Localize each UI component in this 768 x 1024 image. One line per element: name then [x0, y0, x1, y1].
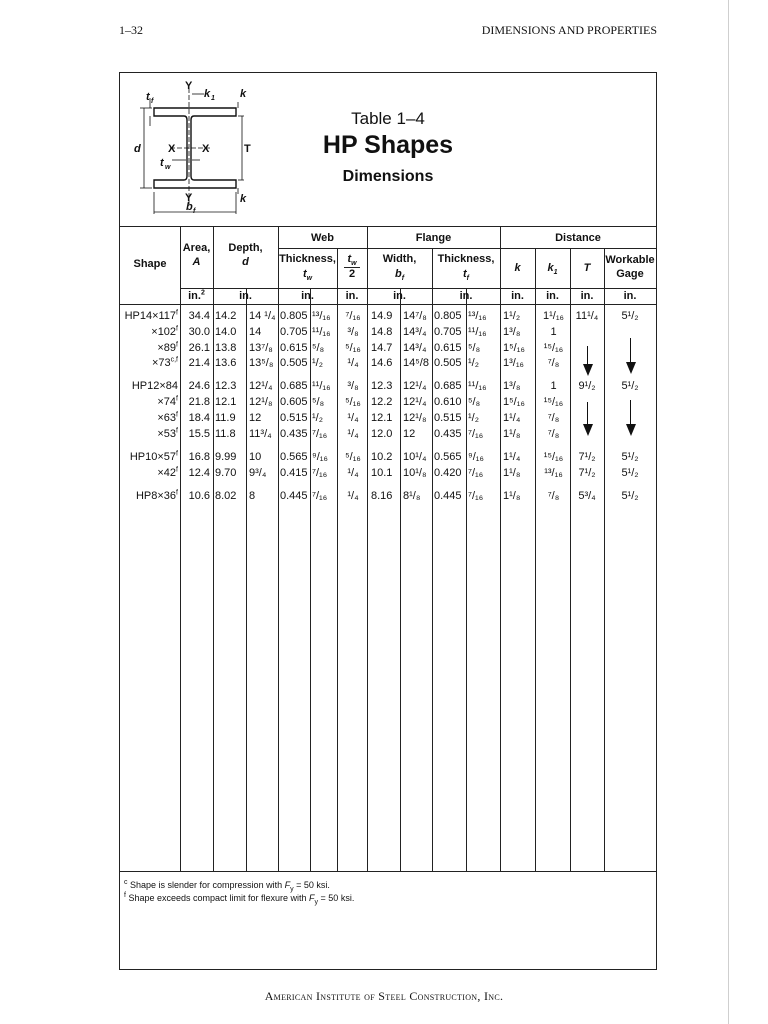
table-number: Table 1–4	[351, 109, 425, 128]
cell-tf-frac: ⁵/₈	[468, 396, 481, 408]
cell-d-frac: 11³/₄	[249, 428, 272, 440]
down-arrow-icon	[583, 364, 593, 376]
arrow-stem	[587, 402, 588, 426]
cell-T: 9¹/₂	[578, 380, 596, 392]
cell-bf-dec: 14.6	[371, 357, 393, 369]
tw-sub-label: w	[165, 164, 171, 171]
cell-k: 1¹/₄	[503, 412, 521, 424]
cell-tw-frac: ⁷/₁₆	[312, 490, 328, 502]
cell-bf-frac: 12¹/₄	[403, 380, 427, 392]
footnote-compact: $^f$ Shape exceeds compact limit for flexure with $F_y = 50$ ksi.	[124, 892, 355, 906]
cell-tf-dec: 0.515	[434, 412, 462, 424]
cell-tw2: ³/₈	[347, 380, 359, 392]
k-top-label: k	[240, 88, 247, 100]
header-half-tw-denominator: 2	[348, 268, 356, 280]
cell-tw2: ¹/₄	[347, 467, 359, 479]
cell-T: 5³/₄	[578, 490, 596, 502]
cell-T: 7¹/₂	[578, 451, 596, 463]
cell-k1: 1¹/₁₆	[543, 310, 564, 322]
cell-bf-dec: 12.3	[371, 380, 393, 392]
bf-sub-label: f	[193, 208, 196, 215]
shape-designation: $\times 89^f$	[157, 341, 178, 354]
hp-shape-diagram	[130, 80, 260, 220]
cell-d-frac: 12	[249, 412, 262, 424]
cell-bf-frac: 12¹/₄	[403, 396, 427, 408]
shape-designation: $\times 53^f$	[157, 427, 178, 440]
table-subtitle: Dimensions	[342, 168, 434, 185]
cell-d-dec: 14.2	[215, 310, 237, 322]
section-title: DIMENSIONS AND PROPERTIES	[481, 23, 657, 37]
cell-bf-frac: 14³/₄	[403, 326, 427, 338]
header-T: T	[583, 262, 591, 274]
cell-tf-dec: 0.445	[434, 490, 462, 502]
col-rule	[570, 248, 571, 871]
cell-gage: 5¹/₂	[621, 467, 639, 479]
footnote-slender: $^c$ Shape is slender for compression with $F_y = 50$ ksi.	[124, 879, 330, 893]
shape-designation: $HP8\times 36^f$	[135, 489, 178, 502]
down-arrow-icon	[583, 424, 593, 436]
header-k: k	[514, 262, 521, 274]
cell-tw2: ⁷/₁₆	[345, 310, 361, 322]
cell-tw-frac: ⁵/₈	[312, 396, 325, 408]
cell-d-dec: 9.70	[215, 467, 237, 479]
unit-flange-width: in.	[393, 290, 406, 302]
cell-tf-dec: 0.615	[434, 342, 462, 354]
cell-tw2: ¹/₄	[347, 357, 359, 369]
cell-tw2: ⁵/₁₆	[345, 342, 361, 354]
cell-area: 18.4	[188, 412, 210, 424]
header-web-thickness: Thickness,	[279, 253, 336, 265]
cell-k: 1⁵/₁₆	[503, 342, 525, 354]
cell-bf-dec: 14.9	[371, 310, 393, 322]
cell-tw-dec: 0.705	[280, 326, 308, 338]
unit-gage: in.	[623, 290, 637, 302]
unit-k1: in.	[546, 290, 559, 302]
cell-area: 34.4	[188, 310, 210, 322]
cell-tf-dec: 0.565	[434, 451, 462, 463]
header-depth-symbol: d	[242, 256, 249, 268]
cell-tw-frac: ¹¹/₁₆	[312, 380, 331, 392]
units-bottom-rule	[120, 304, 656, 305]
cell-d-dec: 13.6	[215, 357, 237, 369]
cell-tw-frac: ¹¹/₁₆	[312, 326, 331, 338]
cell-d-frac: 12¹/₈	[249, 396, 273, 408]
d-label: d	[134, 143, 141, 155]
cell-tf-frac: ¹/₂	[468, 357, 479, 369]
arrow-stem	[587, 346, 588, 366]
header-workable: Workable	[605, 254, 655, 266]
cell-gage: 5¹/₂	[621, 451, 639, 463]
col-rule	[310, 288, 311, 871]
down-arrow-icon	[626, 424, 636, 436]
cell-d-dec: 13.8	[215, 342, 237, 354]
cell-tw-dec: 0.685	[280, 380, 308, 392]
cell-tw2: ¹/₄	[347, 412, 359, 424]
cell-d-frac: 14	[249, 326, 262, 338]
cell-d-dec: 12.3	[215, 380, 237, 392]
cell-k1: ¹⁵/₁₆	[543, 451, 564, 463]
cell-bf-frac: 12¹/₈	[403, 412, 427, 424]
bf-label: b	[186, 201, 193, 213]
cell-tf-frac: ⁷/₁₆	[468, 428, 484, 440]
cell-d-dec: 11.8	[215, 428, 236, 440]
cell-tw2: ³/₈	[347, 326, 359, 338]
shape-designation: $\times 42^f$	[157, 466, 178, 479]
cell-tw2: ⁵/₁₆	[345, 396, 361, 408]
cell-gage: 5¹/₂	[621, 310, 639, 322]
cell-k1: ⁷/₈	[547, 428, 560, 440]
cell-tw-dec: 0.615	[280, 342, 308, 354]
header-depth: Depth,	[228, 242, 263, 254]
T-label: T	[244, 143, 251, 155]
header-half-tw-numerator: $t_w$	[347, 253, 357, 268]
col-rule	[337, 248, 338, 871]
cell-k: 1¹/₂	[503, 310, 521, 322]
group-flange: Flange	[415, 232, 452, 244]
tw-label: t	[160, 157, 164, 169]
cell-tf-dec: 0.805	[434, 310, 462, 322]
cell-tw2: ¹/₄	[347, 490, 359, 502]
header-flange-thickness-symbol: $t_f$	[462, 268, 469, 283]
cell-bf-dec: 8.16	[371, 490, 393, 502]
shape-designation: $\times 74^f$	[157, 395, 178, 408]
cell-tw-frac: ¹/₂	[312, 357, 323, 369]
cell-tf-frac: ⁷/₁₆	[468, 467, 484, 479]
title-divider	[120, 226, 656, 227]
header-k1: $k_1$	[547, 262, 558, 277]
cell-k1: ¹⁵/₁₆	[543, 342, 564, 354]
cell-bf-dec: 14.8	[371, 326, 393, 338]
cell-tw-frac: ⁷/₁₆	[312, 428, 328, 440]
cell-tf-frac: ⁵/₈	[468, 342, 481, 354]
unit-T: in.	[580, 290, 594, 302]
col-rule	[500, 226, 501, 871]
cell-tw2: ⁵/₁₆	[345, 451, 361, 463]
cell-tw-dec: 0.605	[280, 396, 308, 408]
header-area: Area,	[182, 242, 211, 254]
cell-bf-frac: 8¹/₈	[403, 490, 421, 502]
col-rule	[432, 248, 433, 871]
y-bottom-label: Y	[185, 192, 193, 204]
k-bottom-label: k	[240, 193, 247, 205]
cell-area: 24.6	[188, 380, 210, 392]
shape-designation: $\times 102^f$	[151, 325, 178, 338]
col-rule	[213, 226, 214, 871]
page-number: 1–32	[119, 23, 143, 37]
cell-bf-dec: 12.0	[371, 428, 393, 440]
cell-area: 26.1	[188, 342, 210, 354]
header-area-symbol: A	[192, 256, 201, 268]
shape-designation: HP12×84	[131, 380, 178, 392]
unit-flange-thickness: in.	[459, 290, 473, 302]
cell-bf-dec: 12.1	[371, 412, 393, 424]
cell-d-frac: 12¹/₄	[249, 380, 273, 392]
cell-bf-frac: 14⁵/8	[403, 357, 429, 369]
cell-bf-dec: 14.7	[371, 342, 393, 354]
cell-tw-dec: 0.805	[280, 310, 308, 322]
cell-tw-dec: 0.435	[280, 428, 308, 440]
col-rule	[278, 226, 279, 871]
cell-d-frac: 13⁵/₈	[249, 357, 274, 369]
shape-designation: $\times 63^f$	[157, 411, 178, 424]
group-divider	[278, 248, 656, 249]
cell-tw-dec: 0.445	[280, 490, 308, 502]
unit-k: in.	[511, 290, 524, 302]
header-flange-thickness: Thickness,	[437, 253, 495, 265]
cell-d-frac: 9³/₄	[249, 467, 267, 479]
cell-k1: ⁷/₈	[547, 412, 560, 424]
y-top-label: Y	[185, 80, 193, 92]
cell-bf-frac: 14³/₄	[403, 342, 427, 354]
col-rule	[246, 288, 247, 871]
col-rule	[367, 226, 368, 871]
cell-k: 1³/₁₆	[503, 357, 524, 369]
arrow-stem	[630, 400, 631, 426]
publisher-footer: American Institute of Steel Construction, Inc.	[264, 989, 504, 1003]
col-rule	[535, 248, 536, 871]
cell-bf-dec: 10.2	[371, 451, 393, 463]
cell-tw2: ¹/₄	[347, 428, 359, 440]
cell-tw-dec: 0.505	[280, 357, 308, 369]
table-title: HP Shapes	[322, 131, 454, 159]
cell-tf-dec: 0.705	[434, 326, 462, 338]
cell-tw-frac: ⁵/₈	[312, 342, 325, 354]
col-rule	[180, 226, 181, 871]
cell-d-dec: 11.9	[215, 412, 236, 424]
cell-area: 16.8	[188, 451, 210, 463]
unit-web-thickness: in.	[301, 290, 314, 302]
header-flange-width: Width,	[382, 253, 417, 265]
cell-tf-dec: 0.505	[434, 357, 462, 369]
down-arrow-icon	[626, 362, 636, 374]
cell-tw-frac: ¹/₂	[312, 412, 323, 424]
cell-tf-frac: ⁹/₁₆	[468, 451, 484, 463]
cell-tw-frac: ¹³/₁₆	[312, 310, 331, 322]
units-top-rule	[180, 288, 656, 289]
x-right-label: X	[202, 143, 210, 155]
cell-area: 10.6	[188, 490, 210, 502]
cell-tf-frac: ¹/₂	[468, 412, 479, 424]
tf-sub-label: f	[151, 98, 154, 105]
cell-k: 1¹/₈	[503, 490, 521, 502]
group-distance: Distance	[555, 232, 601, 244]
cell-area: 21.8	[188, 396, 210, 408]
tf-label: t	[146, 91, 150, 103]
cell-area: 12.4	[188, 467, 210, 479]
cell-k: 1¹/₈	[503, 467, 521, 479]
cell-k1: 1	[550, 326, 557, 338]
group-web: Web	[310, 232, 335, 244]
page-edge	[728, 0, 729, 1024]
cell-area: 21.4	[188, 357, 210, 369]
cell-T: 11¹/₄	[575, 310, 599, 322]
cell-tw-dec: 0.565	[280, 451, 308, 463]
cell-area: 15.5	[188, 428, 210, 440]
cell-gage: 5¹/₂	[621, 490, 639, 502]
col-rule	[604, 248, 605, 871]
cell-k1: 1	[550, 380, 557, 392]
cell-tf-dec: 0.610	[434, 396, 462, 408]
k1-label: k	[204, 88, 211, 100]
cell-tf-frac: ⁷/₁₆	[468, 490, 484, 502]
footnote-divider	[120, 871, 656, 872]
shape-designation: $HP10\times 57^f$	[129, 450, 178, 463]
unit-area: in.$^2$	[188, 289, 205, 302]
cell-tw-dec: 0.415	[280, 467, 308, 479]
shape-designation: $\times 73^{c,f}$	[151, 356, 178, 369]
col-rule	[400, 288, 401, 871]
cell-gage: 5¹/₂	[621, 380, 639, 392]
cell-k1: ⁷/₈	[547, 357, 560, 369]
cell-bf-dec: 10.1	[371, 467, 393, 479]
cell-tf-dec: 0.685	[434, 380, 462, 392]
cell-tw-dec: 0.515	[280, 412, 308, 424]
x-left-label: X	[168, 143, 176, 155]
col-rule	[466, 288, 467, 871]
cell-d-frac: 14 ¹/₄	[249, 310, 276, 322]
cell-bf-frac: 10¹/₈	[403, 467, 427, 479]
cell-tf-dec: 0.420	[434, 467, 462, 479]
cell-T: 7¹/₂	[578, 467, 596, 479]
cell-bf-frac: 10¹/₄	[403, 451, 427, 463]
header-shape: Shape	[133, 258, 167, 270]
cell-bf-frac: 14⁷/₈	[403, 310, 427, 322]
cell-k: 1³/₈	[503, 326, 521, 338]
cell-d-dec: 14.0	[215, 326, 237, 338]
cell-d-frac: 13⁷/₈	[249, 342, 273, 354]
unit-depth: in.	[239, 290, 252, 302]
header-flange-width-symbol: $b_f$	[394, 268, 405, 283]
unit-half-tw: in.	[345, 290, 359, 302]
cell-tf-frac: ¹¹/₁₆	[468, 326, 487, 338]
cell-d-frac: 10	[249, 451, 262, 463]
cell-k1: ¹⁵/₁₆	[543, 396, 564, 408]
cell-tf-dec: 0.435	[434, 428, 462, 440]
header-gage: Gage	[616, 268, 644, 280]
cell-tf-frac: ¹¹/₁₆	[468, 380, 487, 392]
cell-tf-frac: ¹³/₁₆	[468, 310, 487, 322]
cell-k: 1³/₈	[503, 380, 521, 392]
cell-tw-frac: ⁷/₁₆	[312, 467, 328, 479]
cell-bf-dec: 12.2	[371, 396, 393, 408]
cell-d-frac: 8	[249, 490, 256, 502]
shape-designation: $HP14\times 117^f$	[124, 309, 178, 322]
cell-area: 30.0	[188, 326, 210, 338]
cell-k: 1¹/₈	[503, 428, 521, 440]
k1-sub-label: 1	[211, 95, 215, 102]
cell-k: 1¹/₄	[503, 451, 521, 463]
cell-d-dec: 8.02	[215, 490, 237, 502]
cell-d-dec: 12.1	[215, 396, 237, 408]
cell-k1: ¹³/₁₆	[544, 467, 563, 479]
arrow-stem	[630, 338, 631, 364]
cell-k: 1⁵/₁₆	[503, 396, 525, 408]
header-web-thickness-symbol: $t_w$	[302, 268, 313, 283]
cell-tw-frac: ⁹/₁₆	[312, 451, 328, 463]
cell-k1: ⁷/₈	[547, 490, 560, 502]
cell-d-dec: 9.99	[215, 451, 237, 463]
cell-bf-frac: 12	[403, 428, 416, 440]
